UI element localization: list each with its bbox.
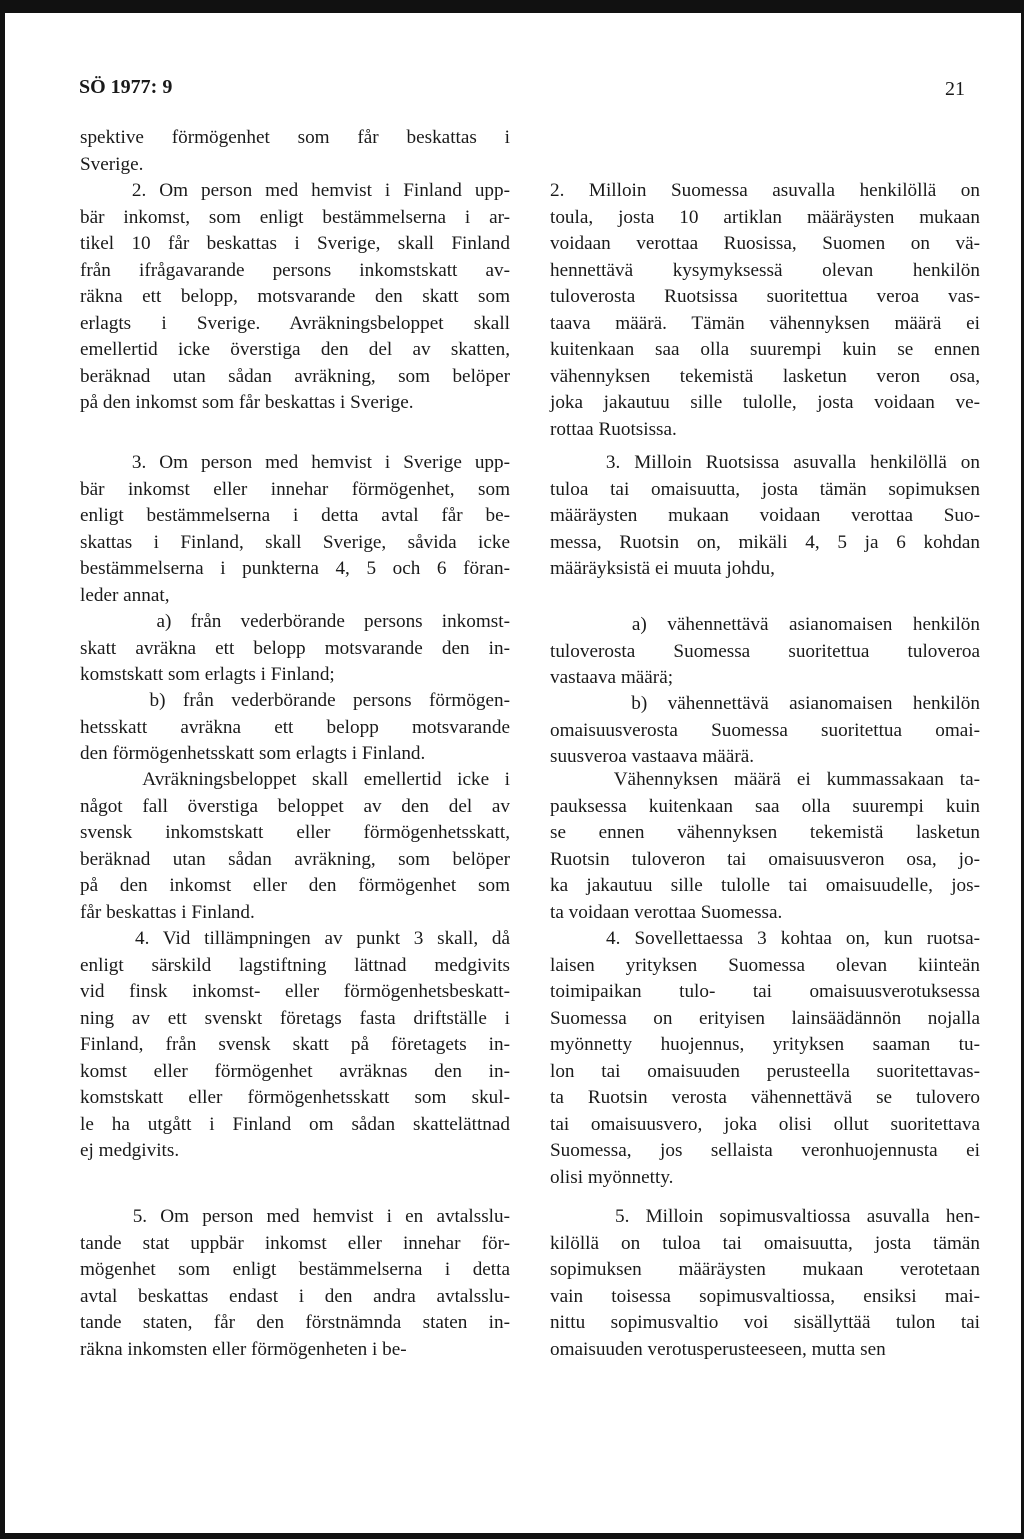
finnish-text-line: tuloa tai omaisuutta, josta tämän sopimuksen [550,478,980,500]
swedish-text-line: vid finsk inkomst- eller förmögenhetsbeskatt- [80,981,510,1002]
finnish-paragraph [550,612,980,692]
finnish-text-line: lon tai omaisuuden perusteella suoritettavas- [550,1060,980,1082]
scan-border-left [0,0,5,1539]
swedish-paragraph [80,125,510,178]
swedish-paragraph [80,1204,510,1363]
finnish-text-line: olisi myönnetty. [550,1166,674,1188]
swedish-text-line: avtal beskattas endast i den andra avtalsslu- [80,1285,510,1307]
finnish-paragraph [550,691,980,771]
page-number: 21 [945,78,965,100]
swedish-text-line: mögenhet som enligt bestämmelserna i detta [80,1259,510,1280]
swedish-text-line: tikel 10 får beskattas i Sverige, skall Finland [80,233,510,254]
finnish-text-line: kilöllä on tuloa tai omaisuutta, josta tämän [550,1232,980,1254]
finnish-text-line: vastaava määrä; [550,667,674,688]
swedish-text-line: räkna ett belopp, motsvarande den skatt som [80,286,510,307]
swedish-paragraph [80,926,510,1165]
swedish-text-line: svensk inkomstskatt eller förmögenhetsskatt, [80,822,510,843]
swedish-text-line: enligt bestämmelserna i detta avtal får be- [80,505,510,526]
scan-border-bottom [0,1533,1024,1539]
finnish-text-line: omaisuusverosta Suomessa suoritettua omai- [550,719,980,741]
finnish-text-line: laisen yrityksen Suomessa olevan kiinteän [550,954,980,976]
swedish-text-line: tande staten, får den förstnämnda staten in- [80,1312,510,1333]
swedish-text-line: ning av ett svenskt företags fasta driftställe i [80,1007,510,1029]
swedish-text-line: komstskatt eller förmögenhetsskatt som skul- [80,1087,510,1108]
finnish-text-line: Ruotsin tuloveron tai omaisuusveron osa, jo- [550,848,980,870]
swedish-text-line: räkna inkomsten eller förmögenheten i be- [80,1338,407,1360]
swedish-text-line: beräknad utan sådan avräkning, som belöper [80,848,510,870]
swedish-paragraph [80,609,510,689]
finnish-text-line: myönnetty huojennus, yrityksen saaman tu- [550,1034,980,1055]
swedish-text-line: beräknad utan sådan avräkning, som belöper [80,365,510,387]
swedish-text-line: 4. Vid tillämpningen av punkt 3 skall, då [80,928,510,949]
finnish-text-line: 2. Milloin Suomessa asuvalla henkilöllä on [550,180,980,201]
swedish-text-line: hetsskatt avräkna ett belopp motsvarande [80,716,510,738]
finnish-paragraph [550,450,980,583]
finnish-text-line: joka jakautuu sille tulolle, josta voidaan ve- [550,392,980,413]
swedish-paragraph [80,688,510,768]
finnish-paragraph [550,1204,980,1363]
swedish-text-line: bestämmelserna i punkterna 4, 5 och 6 föran- [80,558,510,579]
swedish-text-line: spektive förmögenhet som får beskattas i [80,127,510,148]
swedish-text-line: ej medgivits. [80,1140,180,1161]
swedish-text-line: 2. Om person med hemvist i Finland upp- [80,180,510,201]
swedish-text-line: tande stat uppbär inkomst eller innehar för- [80,1232,510,1254]
finnish-text-line: voidaan verottaa Ruosissa, Suomen on vä- [550,233,980,254]
finnish-text-line: ta voidaan verottaa Suomessa. [550,901,783,923]
finnish-text-line: määräysten mukaan voidaan verottaa Suo- [550,505,980,526]
swedish-text-line: får beskattas i Finland. [80,901,255,923]
finnish-text-line: toimipaikan tulo- tai omaisuusverotuksessa [550,981,980,1002]
finnish-text-line: se ennen vähennyksen tekemistä lasketun [550,822,980,843]
swedish-paragraph [80,178,510,417]
swedish-paragraph [80,767,510,926]
finnish-text-line: ka jakautuu sille tulolle tai omaisuudelle, jos- [550,875,980,896]
finnish-text-line: tai omaisuusvero, joka olisi ollut suoritettava [550,1113,980,1135]
document-reference: SÖ 1977: 9 [79,76,173,98]
swedish-text-line: 5. Om person med hemvist i en avtalsslu- [80,1206,510,1227]
swedish-text-line: bär inkomst, som enligt bestämmelserna i ar- [80,206,510,228]
swedish-text-line: den förmögenhetsskatt som erlagts i Finland. [80,743,426,764]
swedish-text-line: leder annat, [80,584,170,606]
swedish-text-line: skattas i Finland, skall Sverige, såvida icke [80,531,510,553]
swedish-text-line: skatt avräkna ett belopp motsvarande den in- [80,637,510,659]
swedish-paragraph [80,450,510,609]
finnish-text-line: Suomessa, jos sellaista veronhuojennusta ei [550,1140,980,1161]
swedish-text-line: Sverige. [80,153,144,175]
finnish-text-line: 5. Milloin sopimusvaltiossa asuvalla hen- [550,1206,980,1227]
finnish-text-line: määräyksistä ei muuta johdu, [550,558,775,579]
swedish-text-line: komst eller förmögenhet avräknas den in- [80,1060,510,1082]
finnish-text-line: toula, josta 10 artiklan määräysten mukaan [550,206,980,228]
swedish-text-line: bär inkomst eller innehar förmögenhet, som [80,478,510,500]
finnish-text-line: messa, Ruotsin on, mikäli 4, 5 ja 6 kohdan [550,531,980,553]
finnish-text-line: sopimuksen määräysten mukaan verotetaan [550,1259,980,1280]
swedish-text-line: enligt särskild lagstiftning lättnad medgivits [80,954,510,976]
finnish-paragraph [550,178,980,443]
swedish-text-line: 3. Om person med hemvist i Sverige upp- [80,452,510,473]
swedish-text-line: Avräkningsbeloppet skall emellertid icke i [80,769,510,790]
finnish-text-line: kuitenkaan saa olla suurempi kuin se ennen [550,339,980,360]
finnish-text-line: Suomessa on erityisen lainsäädännön nojalla [550,1007,980,1029]
swedish-text-line: på den inkomst eller den förmögenhet som [80,875,510,896]
swedish-text-line: komstskatt som erlagts i Finland; [80,664,335,685]
finnish-text-line: 3. Milloin Ruotsissa asuvalla henkilöllä on [550,452,980,473]
finnish-text-line: suusveroa vastaava määrä. [550,746,755,767]
swedish-text-line: le ha utgått i Finland om sådan skattelättnad [80,1113,510,1135]
finnish-text-line: taava määrä. Tämän vähennyksen määrä ei [550,312,980,334]
finnish-text-line: omaisuuden verotusperusteeseen, mutta sen [550,1338,886,1360]
swedish-text-line: från ifrågavarande persons inkomstskatt av- [80,259,510,281]
finnish-text-line: vain toisessa sopimusvaltiossa, ensiksi mai- [550,1285,980,1307]
finnish-text-line: ta Ruotsin verosta vähennettävä se tulovero [550,1087,980,1108]
finnish-text-line: Vähennyksen määrä ei kummassakaan ta- [550,769,980,790]
swedish-text-line: något fall överstiga beloppet av den del av [80,795,510,817]
finnish-text-line: nittu sopimusvaltio voi sisällyttää tulon tai [550,1312,980,1333]
swedish-text-line: b) från vederbörande persons förmögen- [80,690,510,711]
swedish-text-line: emellertid icke överstiga den del av skatten, [80,339,510,360]
finnish-text-line: a) vähennettävä asianomaisen henkilön [550,614,980,635]
finnish-paragraph [550,926,980,1191]
finnish-text-line: hennettävä kysymyksessä olevan henkilön [550,259,980,281]
swedish-text-line: Finland, från svensk skatt på företagets in- [80,1034,510,1055]
swedish-text-line: a) från vederbörande persons inkomst- [80,611,510,632]
finnish-text-line: tuloverosta Suomessa suoritettua tuloveroa [550,640,980,662]
finnish-text-line: rottaa Ruotsissa. [550,418,677,440]
finnish-text-line: vähennyksen tekemistä lasketun veron osa, [550,365,980,387]
finnish-text-line: b) vähennettävä asianomaisen henkilön [550,693,980,714]
scan-border-top [0,0,1024,13]
finnish-text-line: tuloverosta Ruotsissa suoritettua veroa vas- [550,286,980,307]
swedish-text-line: på den inkomst som får beskattas i Sverige. [80,392,414,413]
finnish-paragraph [550,767,980,926]
finnish-text-line: 4. Sovellettaessa 3 kohtaa on, kun ruotsa- [550,928,980,949]
swedish-text-line: erlagts i Sverige. Avräkningsbeloppet skall [80,312,510,334]
finnish-text-line: pauksessa kuitenkaan saa olla suurempi kuin [550,795,980,817]
